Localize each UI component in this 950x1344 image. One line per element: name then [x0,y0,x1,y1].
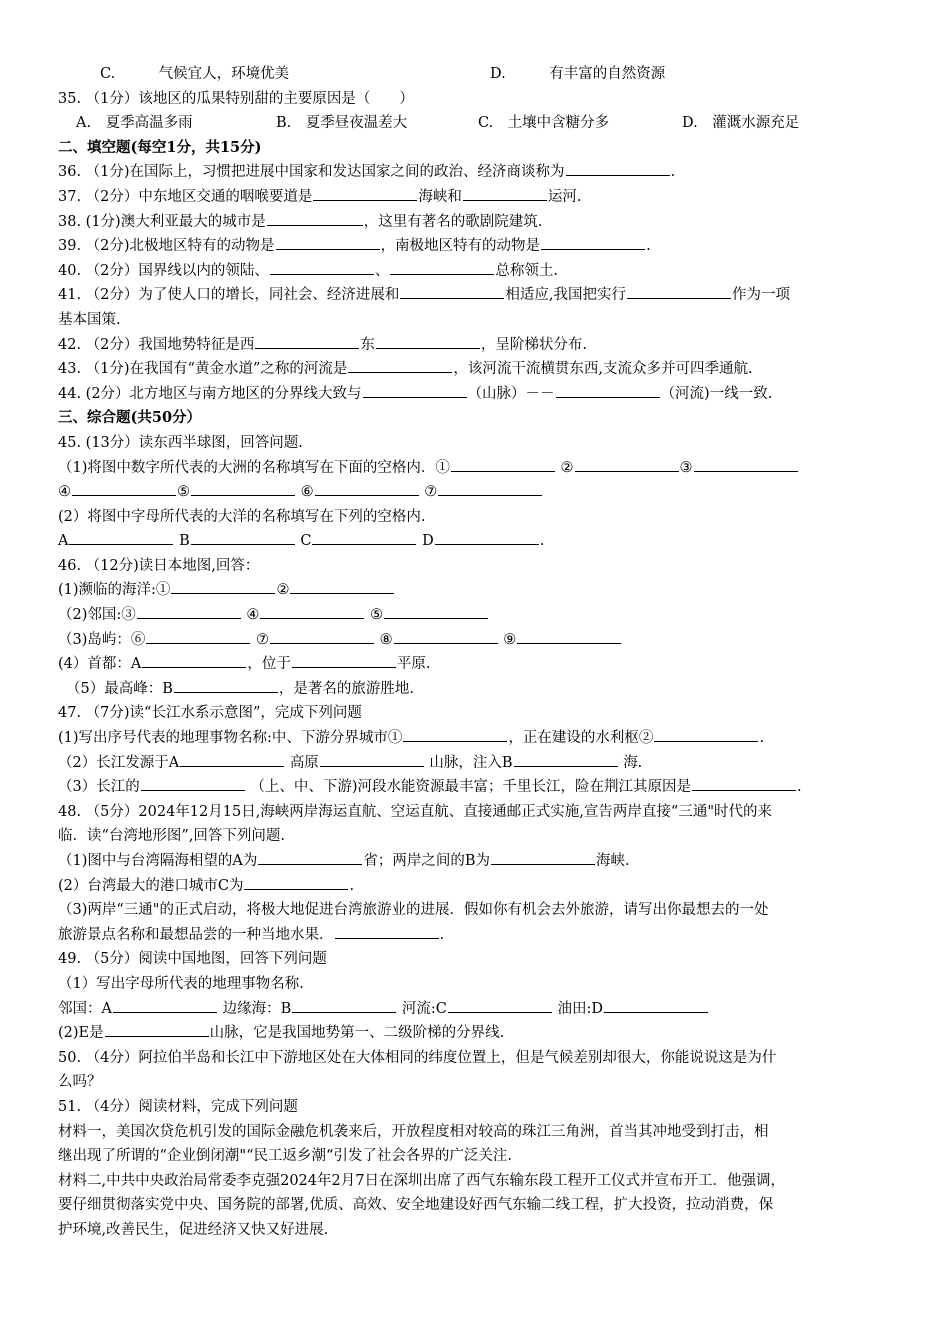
q51-title: 51. （4分）阅读材料，完成下列问题 [58,1098,298,1115]
answer-blank[interactable] [541,234,645,250]
q49-part2: (2)E是 山脉，它是我国地势第一、二级阶梯的分界线. [58,1021,893,1046]
q35-option-c: C. 土壤中含糖分多 [478,115,610,132]
q48-part1: （1)图中与台湾隔海相望的A为 省；两岸之间的B为 海峡. [58,849,893,874]
answer-blank[interactable] [146,628,250,644]
answer-blank[interactable] [403,726,507,742]
answer-blank[interactable] [313,185,417,201]
q50-line1: 50. （4分）阿拉伯半岛和长江中下游地区处在大体相同的纬度位置上，但是气候差别却很大，你能说说这是为什 [58,1049,777,1066]
answer-blank[interactable] [258,849,362,865]
answer-blank[interactable] [267,210,363,226]
q42: 42. （2分）我国地势特征是西 东 ，呈阶梯状分布. [58,333,893,358]
q45-part2: (2）将图中字母所代表的大洋的名称填写在下列的空格内. [58,508,426,525]
answer-blank[interactable] [141,775,245,791]
section-3-title: 三、综合题(共50分） [58,409,202,427]
answer-blank[interactable] [276,234,380,250]
q50-line2: 么吗？ [58,1074,102,1091]
answer-blank[interactable] [191,529,295,545]
q51-material1-line1: 材料一，美国次贷危机引发的国际金融危机袭来后，开放程度相对较高的珠江三角洲，首当其冲地受到打击，相 [58,1123,769,1140]
answer-blank[interactable] [290,578,394,594]
answer-blank[interactable] [514,751,618,767]
q34-option-c: C. 气候宜人，环境优美 [100,66,290,82]
answer-blank[interactable] [692,775,796,791]
answer-blank[interactable] [435,529,539,545]
answer-blank[interactable] [292,997,396,1013]
q47-part3: （3）长江的 （上、中、下游)河段水能资源最丰富；千里长江，险在荆江其原因是 . [58,775,893,800]
q35-option-b: B. 夏季昼夜温差大 [276,115,408,132]
q45-part1: （1)将图中数字所代表的大洲的名称填写在下面的空格内．① ② ③ [58,456,893,481]
q35-options [58,111,893,136]
answer-blank[interactable] [376,333,480,349]
answer-blank[interactable] [142,652,246,668]
q47-part2: （2）长江发源于A 高原 山脉，注入B 海. [58,751,893,776]
q48-line2: 临．读“台湾地形图”,回答下列问题. [58,828,286,845]
answer-blank[interactable] [255,333,359,349]
exam-page [58,62,893,1243]
q45-part1-continued: ④ ⑤ ⑥ ⑦ [58,480,893,505]
answer-blank[interactable] [105,1021,209,1037]
answer-blank[interactable] [270,628,374,644]
answer-blank[interactable] [244,874,348,890]
q46-part4: (4）首都：A ，位于 平原. [58,652,893,677]
answer-blank[interactable] [72,480,176,496]
q48-part3-line1: （3)两岸“三通"的正式启动，将极大地促进台湾旅游业的进展．假如你有机会去外旅游，请写出你最想去的一处 [58,902,769,919]
answer-blank[interactable] [171,578,275,594]
q49-title: 49. （5分）阅读中国地图，回答下列问题 [58,951,327,968]
q38: 38. (1分)澳大利亚最大的城市是 ，这里有著名的歌剧院建筑. [58,210,893,235]
answer-blank[interactable] [448,997,552,1013]
q46-part3: （3)岛屿：⑥ ⑦ ⑧ ⑨ [58,628,893,653]
q35-stem: 35. （1分）该地区的瓜果特别甜的主要原因是（ ） [58,90,414,107]
q41: 41. （2分）为了使人口的增长，同社会、经济进展和 相适应,我国把实行 作为一项 [58,283,893,308]
q41-continued: 基本国策. [58,311,121,328]
q51-material2-line1: 材料二,中共中央政治局常委李克强2024年2月7日在深圳出席了西气东输东段工程开工仪式并宣布开工．他强调， [58,1172,785,1189]
answer-blank[interactable] [137,603,241,619]
q46-title: 46. （12分)读日本地图,回答： [58,557,260,574]
answer-blank[interactable] [292,652,396,668]
q34-option-d: D. 有丰富的自然资源 [490,66,666,82]
answer-blank[interactable] [451,456,555,472]
answer-blank[interactable] [390,259,494,275]
q48-part3-line2: 旅游景点名称和最想品尝的一种当地水果． . [58,923,893,948]
section-2-title: 二、填空题(每空1分，共15分) [58,138,262,156]
answer-blank[interactable] [575,456,679,472]
q47-part1: (1)写出序号代表的地理事物名称:中、下游分界城市① ，正在建设的水利枢② . [58,726,893,751]
answer-blank[interactable] [315,480,419,496]
answer-blank[interactable] [517,628,621,644]
answer-blank[interactable] [654,726,758,742]
q35-option-a: A. 夏季高温多雨 [76,115,193,132]
answer-blank[interactable] [384,603,488,619]
q35-option-d: D. 灌溉水源充足 [682,115,800,132]
answer-blank[interactable] [400,283,504,299]
q48-part2: (2）台湾最大的港口城市C为 . [58,874,893,899]
answer-blank[interactable] [260,603,364,619]
answer-blank[interactable] [394,628,498,644]
answer-blank[interactable] [566,160,670,176]
q43: 43. （1分)在我国有“黄金水道”之称的河流是 ，该河流干流横贯东西,支流众多并可四季通航. [58,357,893,382]
q48-line1: 48. （5分）2024年12月15日,海峡两岸海运直航、空运直航、直接通邮正式实施,宣告两岸直接“三通"时代的来 [58,803,772,820]
q46-part2: （2)邻国:③ ④ ⑤ [58,603,893,628]
answer-blank[interactable] [694,456,798,472]
q51-material2-line3: 护环境,改善民生，促进经济又快又好进展. [58,1221,329,1238]
answer-blank[interactable] [191,480,295,496]
answer-blank[interactable] [174,677,278,693]
answer-blank[interactable] [463,185,547,201]
q51-material2-line2: 要仔细贯彻落实党中央、国务院的部署,优质、高效、安全地建设好西气东输二线工程，扩大投资，拉动消费，保 [58,1197,774,1214]
answer-blank[interactable] [556,382,660,398]
q36: 36. （1分)在国际上，习惯把进展中国家和发达国家之间的政治、经济商谈称为 . [58,160,893,185]
answer-blank[interactable] [491,849,595,865]
answer-blank[interactable] [320,751,424,767]
answer-blank[interactable] [335,923,439,939]
q34-options [58,62,893,87]
q40: 40. （2分）国界线以内的领陆、 、 总称领土. [58,259,893,284]
q46-part5: （5）最高峰：B ，是著名的旅游胜地. [58,677,893,702]
answer-blank[interactable] [312,529,416,545]
answer-blank[interactable] [627,283,731,299]
q39: 39. （2分)北极地区特有的动物是 ，南极地区特有的动物是 . [58,234,893,259]
q45-oceans: A B C D . [58,529,893,554]
q49-part1-answers: 邻国：A 边缘海：B 河流:C 油田:D [58,997,893,1022]
q44: 44. (2分）北方地区与南方地区的分界线大致与 （山脉）－－ （河流)一线一致. [58,382,893,407]
q46-part1: (1)濒临的海洋:① ② [58,578,893,603]
q47-title: 47. （7分)读“长江水系示意图”，完成下列问题 [58,705,362,722]
answer-blank[interactable] [604,997,708,1013]
q37: 37. （2分）中东地区交通的咽喉要道是 海峡和 运河. [58,185,893,210]
answer-blank[interactable] [113,997,217,1013]
answer-blank[interactable] [348,357,452,373]
q45-title: 45. (13分）读东西半球图，回答问题. [58,434,303,451]
answer-blank[interactable] [180,751,284,767]
answer-blank[interactable] [270,259,374,275]
answer-blank[interactable] [363,382,467,398]
answer-blank[interactable] [69,529,173,545]
answer-blank[interactable] [438,480,542,496]
q51-material1-line2: 继出现了所谓的“企业倒闭潮"“民工返乡潮“引发了社会各界的广泛关注. [58,1148,513,1165]
q49-part1: （1）写出字母所代表的地理事物名称. [58,975,304,992]
